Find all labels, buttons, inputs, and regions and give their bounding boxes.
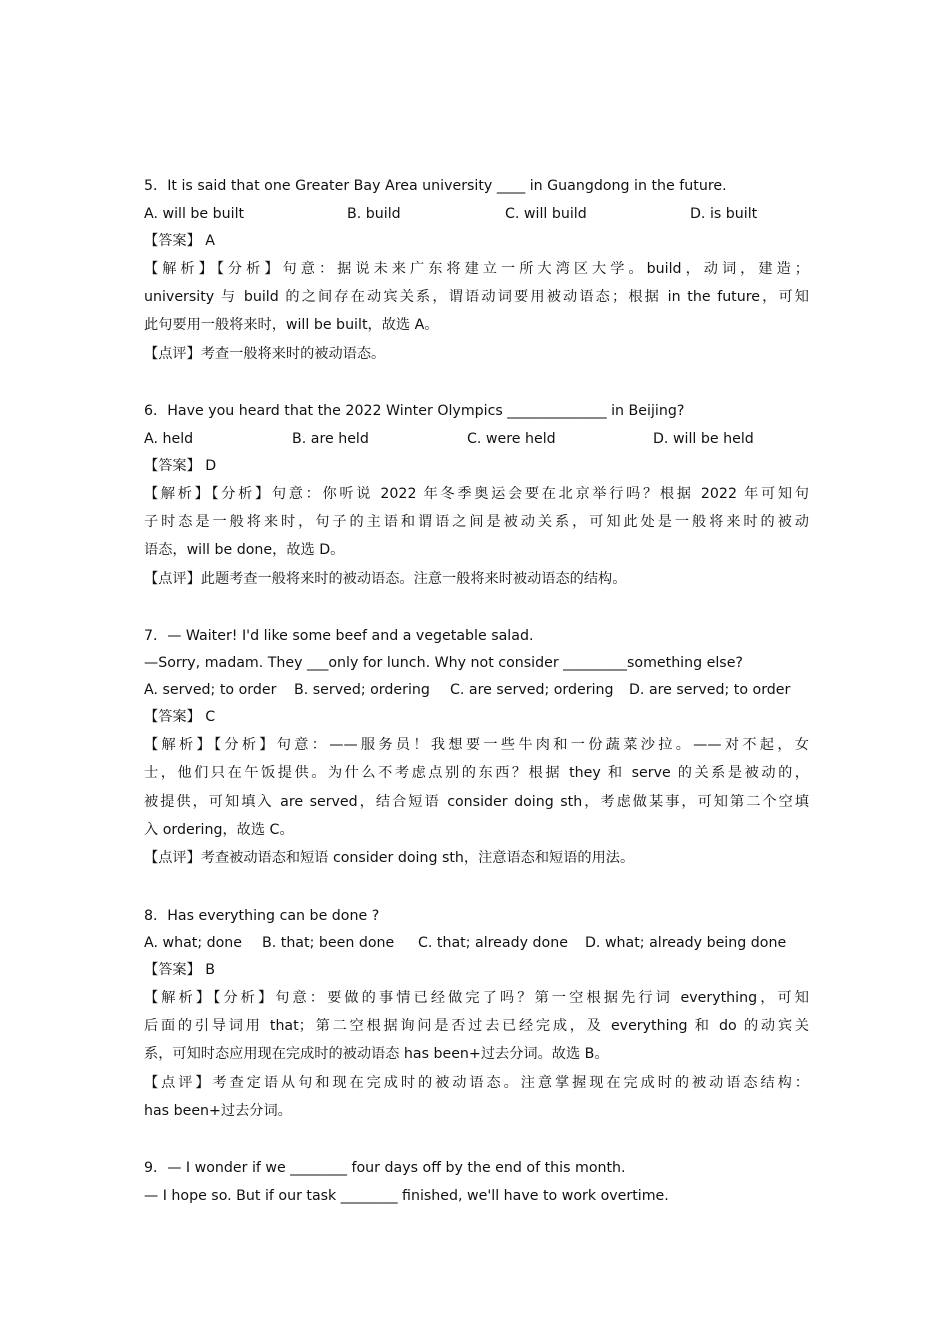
question-5-analysis-line-3: 此句要用一般将来时，will be built，故选 A。 <box>144 317 439 333</box>
question-8-comment-line-2: has been+过去分词。 <box>144 1103 292 1119</box>
question-5-stem: 5．It is said that one Greater Bay Area university ____ in Guangdong in the future. <box>144 178 727 194</box>
question-6-answer: 【答案】 D <box>144 458 217 474</box>
question-8-option-a: A. what; done <box>144 935 243 951</box>
question-5-comment: 【点评】考查一般将来时的被动语态。 <box>144 346 386 362</box>
question-8-option-c: C. that; already done <box>418 935 568 951</box>
question-6-comment: 【点评】此题考查一般将来时的被动语态。注意一般将来时被动语态的结构。 <box>144 571 627 587</box>
question-9-stem: 9．— I wonder if we ________ four days off by the end of this month. <box>144 1160 626 1176</box>
question-7-option-c: C. are served; ordering <box>450 682 614 698</box>
question-8-answer: 【答案】 B <box>144 962 215 978</box>
question-7-analysis-line-2: 士，他们只在午饭提供。为什么不考虑点别的东西？根据 they 和 serve 的关系是被动的， <box>144 765 809 781</box>
question-6-option-c: C. were held <box>467 431 556 447</box>
question-7-analysis-line-3: 被提供，可知填入 are served，结合短语 consider doing sth，考虑做某事，可知第二个空填 <box>144 794 809 810</box>
question-8-option-d: D. what; already being done <box>585 935 787 951</box>
question-5-answer: 【答案】 A <box>144 233 215 249</box>
question-9-stem-reply: — I hope so. But if our task ________ finished, we'll have to work overtime. <box>144 1188 669 1204</box>
question-6-analysis-line-1: 【解析】【分析】句意：你听说 2022 年冬季奥运会要在北京举行吗？根据 2022 年可知句 <box>144 486 809 502</box>
question-6-option-a: A. held <box>144 431 194 447</box>
question-8-comment: 【点评】考查定语从句和现在完成时的被动语态。注意掌握现在完成时的被动语态结构： <box>144 1075 809 1091</box>
question-6-analysis-line-3: 语态，will be done，故选 D。 <box>144 542 345 558</box>
question-5-analysis-line-2: university 与 build 的之间存在动宾关系，谓语动词要用被动语态；根据 in the future，可知 <box>144 289 809 305</box>
question-7-comment: 【点评】考查被动语态和短语 consider doing sth，注意语态和短语的用法。 <box>144 850 635 866</box>
question-7-answer: 【答案】 C <box>144 709 216 725</box>
question-8-option-b: B. that; been done <box>262 935 395 951</box>
question-7-stem-reply: —Sorry, madam. They ___only for lunch. Why not consider _________something else? <box>144 655 743 671</box>
question-5-analysis-line-1: 【解析】【分析】句意：据说未来广东将建立一所大湾区大学。build，动词，建造； <box>144 261 809 277</box>
question-6-analysis-line-2: 子时态是一般将来时，句子的主语和谓语之间是被动关系，可知此处是一般将来时的被动 <box>144 514 809 530</box>
question-7-analysis-line-4: 入 ordering，故选 C。 <box>144 822 294 838</box>
question-8-analysis-line-2: 后面的引导词用 that；第二空根据询问是否过去已经完成，及 everything 和 do 的动宾关 <box>144 1018 809 1034</box>
question-7-option-d: D. are served; to order <box>629 682 791 698</box>
question-5-option-b: B. build <box>347 206 401 222</box>
question-7-option-b: B. served; ordering <box>294 682 430 698</box>
question-6-stem: 6．Have you heard that the 2022 Winter Olympics ______________ in Beijing? <box>144 403 685 419</box>
question-5-option-c: C. will build <box>505 206 587 222</box>
question-5-option-d: D. is built <box>690 206 758 222</box>
question-6-option-d: D. will be held <box>653 431 754 447</box>
question-6-option-b: B. are held <box>292 431 369 447</box>
question-7-option-a: A. served; to order <box>144 682 277 698</box>
question-8-stem: 8．Has everything can be done ? <box>144 908 380 924</box>
question-8-analysis-line-3: 系，可知时态应用现在完成时的被动语态 has been+过去分词。故选 B。 <box>144 1046 609 1062</box>
question-7-stem: 7．— Waiter! I'd like some beef and a vegetable salad. <box>144 628 534 644</box>
question-5-option-a: A. will be built <box>144 206 245 222</box>
question-8-analysis-line-1: 【解析】【分析】句意：要做的事情已经做完了吗？第一空根据先行词 everything，可知 <box>144 990 809 1006</box>
question-7-analysis-line-1: 【解析】【分析】句意：——服务员！我想要一些牛肉和一份蔬菜沙拉。——对不起，女 <box>144 737 809 753</box>
